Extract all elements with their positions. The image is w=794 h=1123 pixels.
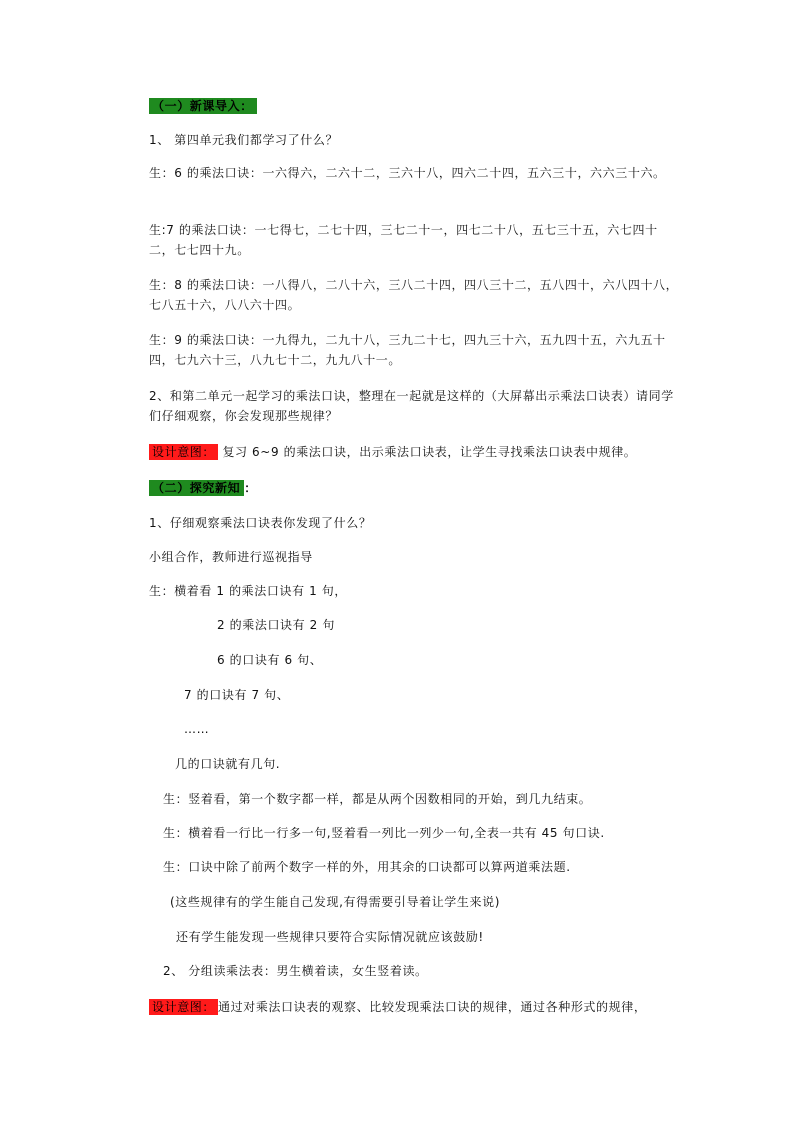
student-answer-1: 生：横着看 1 的乘法口诀有 1 句， bbox=[149, 584, 347, 598]
design-intent-label: 设计意图： bbox=[149, 444, 218, 460]
teacher-note-2: 还有学生能发现一些规律只要符合实际情况就应该鼓励! bbox=[176, 930, 484, 944]
answer-8-times-table: 生：8 的乘法口诀：一八得八，二八十六，三八二十四，四八三十二，五八四十，六八四十八，七八五十六，八八六十四。 bbox=[149, 278, 679, 312]
section2-question-2: 2、 分组读乘法表：男生横着读，女生竖着读。 bbox=[163, 964, 428, 978]
section2-question-1: 1、仔细观察乘法口诀表你发现了什么？ bbox=[149, 516, 372, 530]
section2-design-intent bbox=[149, 997, 679, 1017]
student-answer-3: 6 的口诀有 6 句、 bbox=[217, 653, 323, 667]
answer-9-times-table: 生：9 的乘法口诀：一九得九，二九十八，三九二十七，四九三十六，五九四十五，六九五十四，七九六十三，八九七十二，九九八十一。 bbox=[149, 333, 666, 367]
student-answer-5: 几的口诀就有几句. bbox=[175, 757, 281, 771]
section2-heading: （二）探究新知 bbox=[149, 480, 244, 496]
student-answer-8: 生：口诀中除了前两个数字一样的外，用其余的口诀都可以算两道乘法题. bbox=[163, 860, 571, 874]
section2-heading-line bbox=[149, 478, 679, 498]
section1-heading-line bbox=[149, 96, 679, 116]
design-intent-label-2: 设计意图： bbox=[149, 999, 218, 1015]
section1-design-intent bbox=[149, 442, 679, 462]
answer-6-times-table: 生：6 的乘法口诀：一六得六，二六十二，三六十八，四六二十四，五六三十，六六三十六。 bbox=[149, 166, 666, 180]
group-work-note: 小组合作，教师进行巡视指导 bbox=[149, 550, 313, 564]
design-intent-text-2: 通过对乘法口诀表的观察、比较发现乘法口诀的规律，通过各种形式的规律， bbox=[218, 1000, 647, 1014]
section1-heading: （一）新课导入： bbox=[149, 98, 257, 114]
student-answer-7: 生：横着看一行比一行多一句,竖着看一列比一列少一句,全表一共有 45 句口诀. bbox=[163, 826, 605, 840]
student-answer-ellipsis: …… bbox=[184, 722, 210, 736]
section2-heading-suffix: ： bbox=[244, 481, 257, 495]
teacher-note-1: (这些规律有的学生能自己发现,有得需要引导着让学生来说) bbox=[170, 895, 500, 909]
design-intent-text: 复习 6~9 的乘法口诀，出示乘法口诀表，让学生寻找乘法口诀表中规律。 bbox=[222, 445, 637, 459]
student-answer-6: 生：竖着看，第一个数字都一样，都是从两个因数相同的开始，到几九结束。 bbox=[163, 792, 592, 806]
answer-7-times-table: 生:7 的乘法口诀：一七得七，二七十四，三七二十一，四七二十八，五七三十五，六七四十二，七七四十九。 bbox=[149, 223, 658, 257]
student-answer-2: 2 的乘法口诀有 2 句 bbox=[217, 618, 335, 632]
student-answer-4: 7 的口诀有 7 句、 bbox=[184, 688, 290, 702]
section1-question-2: 2、和第二单元一起学习的乘法口诀，整理在一起就是这样的（大屏幕出示乘法口诀表）请同学们仔细观察，你会发现那些规律？ bbox=[149, 389, 674, 423]
section1-question-1: 1、 第四单元我们都学习了什么？ bbox=[149, 133, 339, 147]
